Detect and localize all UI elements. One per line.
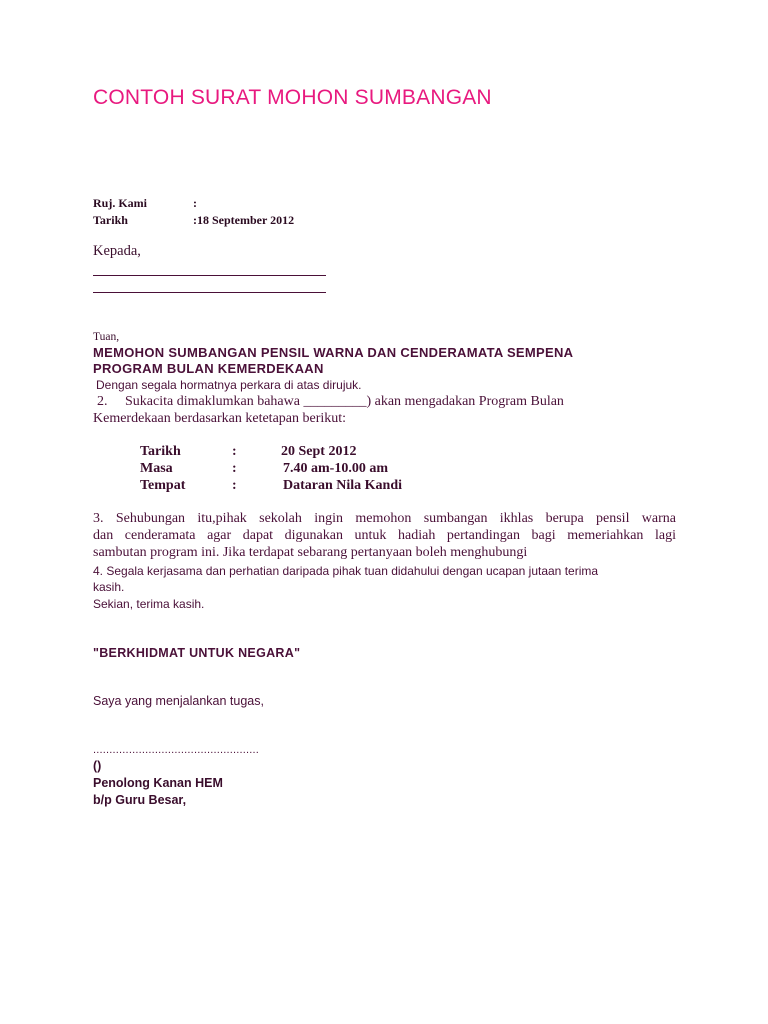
recipient-label: Kepada, [93,243,141,259]
detail-colon-tarikh: : [232,444,237,459]
paragraph-2-number: 2. [97,394,108,409]
signoff: Saya yang menjalankan tugas, [93,694,264,708]
paragraph-2-line-1: Sukacita dimaklumkan bahawa _________) akan mengadakan Program Bulan [125,394,564,409]
subject-line-1: MEMOHON SUMBANGAN PENSIL WARNA DAN CENDERAMATA SEMPENA [93,345,574,360]
recipient-line-2 [93,292,326,293]
paragraph-3-line-3: sambutan program ini. Jika terdapat sebarang pertanyaan boleh menghubungi [93,545,528,560]
tarikh-label: Tarikh [93,213,128,227]
subject-line-2: PROGRAM BULAN KEMERDEKAAN [93,361,324,376]
paragraph-2-line-2: Kemerdekaan berdasarkan ketetapan berikut: [93,411,347,426]
detail-colon-tempat: : [232,478,237,493]
detail-label-tarikh: Tarikh [140,444,181,459]
paragraph-4-line-2: kasih. [93,580,125,594]
detail-value-tarikh: 20 Sept 2012 [281,444,357,459]
detail-label-tempat: Tempat [140,478,186,493]
paragraph-1: Dengan segala hormatnya perkara di atas dirujuk. [96,378,362,392]
closing-line: Sekian, terima kasih. [93,597,205,611]
salutation: Tuan, [93,331,120,343]
signatory-position: Penolong Kanan HEM [93,776,223,790]
paragraph-3-line-2: dan cenderamata agar dapat digunakan untuk hadiah pertandingan bagi memeriahkan lagi [93,528,676,543]
motto: "BERKHIDMAT UNTUK NEGARA" [93,646,301,660]
signature-line: ................................................... [93,744,260,756]
detail-value-tempat: Dataran Nila Kandi [283,478,403,493]
paragraph-4-line-1: 4. Segala kerjasama dan perhatian daripada pihak tuan didahului dengan ucapan jutaan terima [93,564,599,578]
recipient-line-1 [93,275,326,276]
detail-label-masa: Masa [140,461,173,476]
signatory-on-behalf: b/p Guru Besar, [93,793,187,807]
detail-colon-masa: : [232,461,237,476]
detail-value-masa: 7.40 am-10.00 am [283,461,388,476]
tarikh-value: :18 September 2012 [193,213,295,227]
signatory-name: () [93,759,102,773]
ruj-label: Ruj. Kami [93,196,147,210]
ruj-colon: : [193,196,197,210]
document-title: CONTOH SURAT MOHON SUMBANGAN [93,86,492,109]
paragraph-3-line-1: 3. Sehubungan itu,pihak sekolah ingin memohon sumbangan ikhlas berupa pensil warna [93,511,676,526]
